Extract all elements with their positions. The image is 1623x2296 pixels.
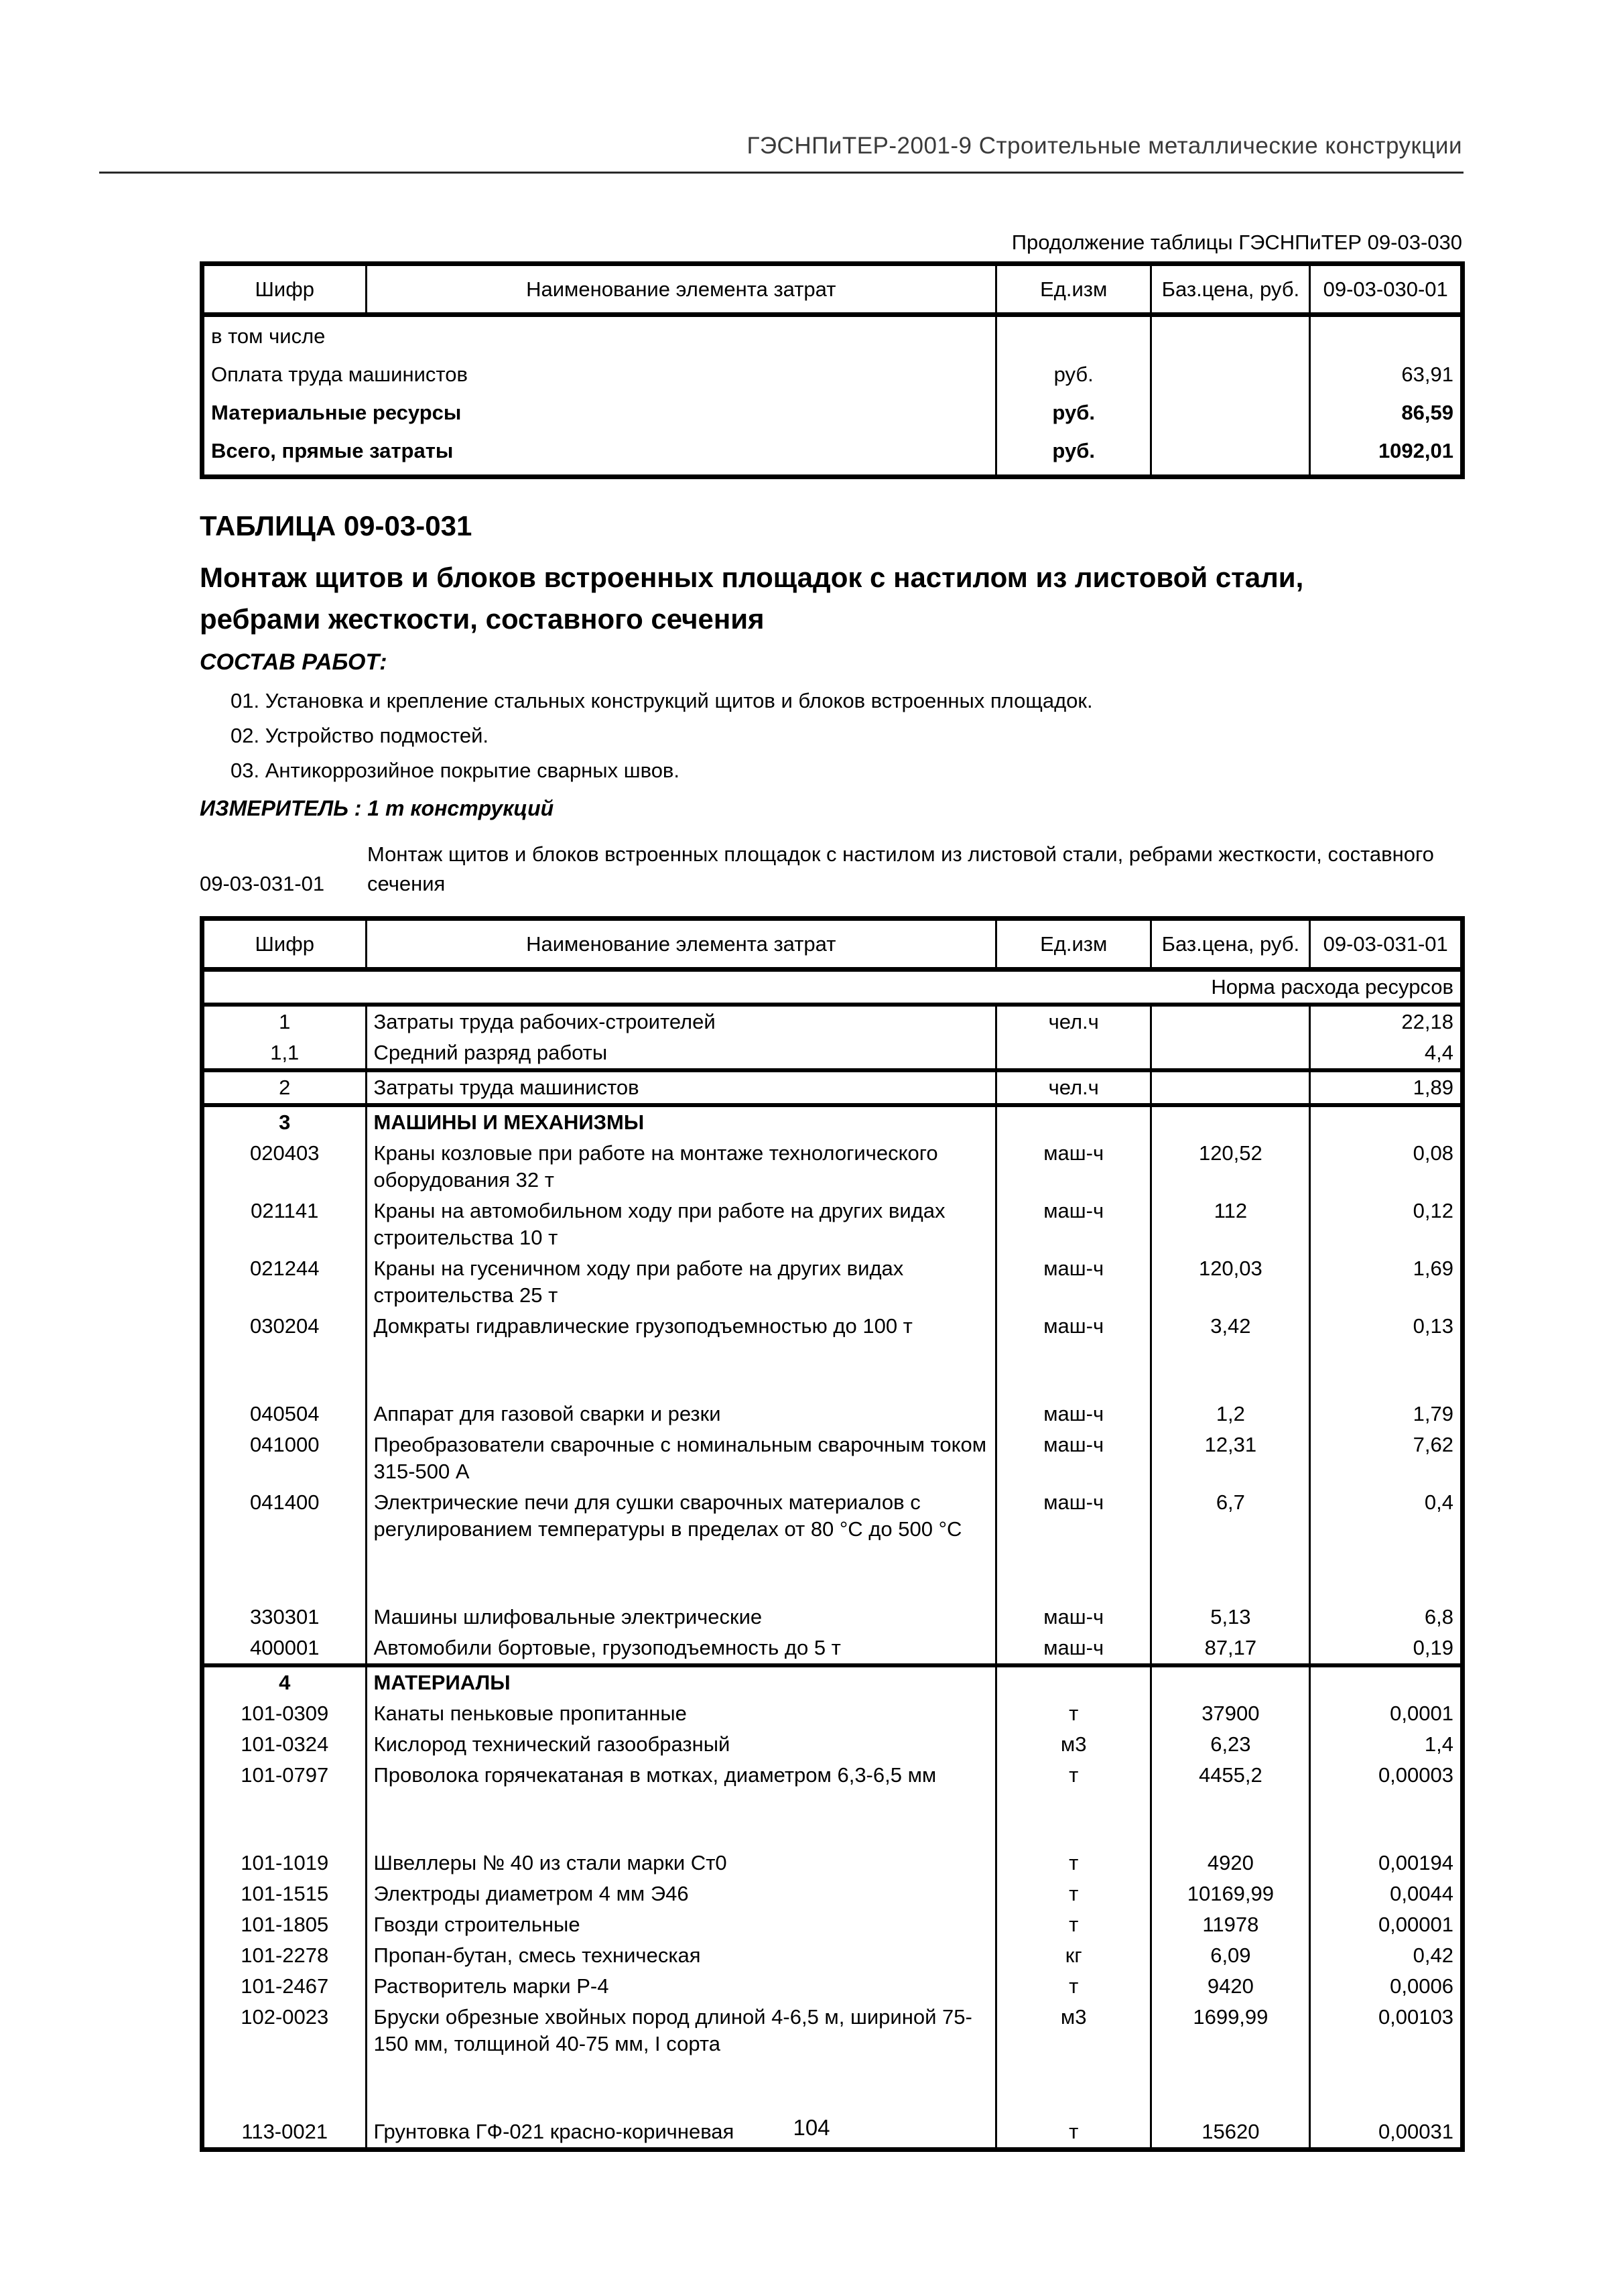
column-header-code: Шифр — [202, 919, 367, 970]
cell-name: Кислород технический газообразный — [366, 1729, 996, 1760]
cell-unit: т — [996, 1971, 1151, 2002]
cell-code: 041400 — [202, 1487, 367, 1602]
cell-name: Электроды диаметром 4 мм Э46 — [366, 1878, 996, 1909]
table-row — [202, 1429, 1463, 1487]
cell-price: 11978 — [1151, 1909, 1310, 1940]
cell-code: 101-2467 — [202, 1971, 367, 2002]
cell-name: Растворитель марки Р-4 — [366, 1971, 996, 2002]
cell-unit: чел.ч — [996, 1070, 1151, 1105]
table-030-body — [202, 315, 1463, 477]
column-header-code: Шифр — [202, 264, 367, 315]
table-row — [202, 1878, 1463, 1909]
cell-code: 020403 — [202, 1138, 367, 1196]
column-header-name: Наименование элемента затрат — [366, 919, 996, 970]
cell-unit: маш-ч — [996, 1487, 1151, 1602]
cell-value: 0,08 — [1310, 1138, 1463, 1196]
cell-unit: кг — [996, 1940, 1151, 1971]
works-list — [200, 684, 1465, 788]
cell-unit: маш-ч — [996, 1138, 1151, 1196]
cell-value: 0,12 — [1310, 1196, 1463, 1253]
cell-price — [1151, 1070, 1310, 1105]
cell-price — [1151, 1037, 1310, 1070]
cell-value: 0,00194 — [1310, 1848, 1463, 1878]
cell-price: 4455,2 — [1151, 1760, 1310, 1848]
cell-value: 22,18 — [1310, 1005, 1463, 1037]
cell-name: Домкраты гидравлические грузоподъемностью до 100 т — [366, 1311, 996, 1399]
cell-code: 041000 — [202, 1429, 367, 1487]
meter-label: ИЗМЕРИТЕЛЬ : 1 т конструкций — [200, 796, 554, 820]
cell-value: 1,89 — [1310, 1070, 1463, 1105]
column-header-unit: Ед.изм — [996, 919, 1151, 970]
table-row — [202, 1105, 1463, 1138]
cell-name: МАШИНЫ И МЕХАНИЗМЫ — [366, 1105, 996, 1138]
cell-name: Пропан-бутан, смесь техническая — [366, 1940, 996, 1971]
cell-code: 030204 — [202, 1311, 367, 1399]
cell-value: 86,59 — [1310, 393, 1463, 432]
cell-unit: т — [996, 1848, 1151, 1878]
table-row — [202, 1665, 1463, 1698]
cell-name: Краны козловые при работе на монтаже технологического оборудования 32 т — [366, 1138, 996, 1196]
cell-price: 120,03 — [1151, 1253, 1310, 1311]
cell-unit — [996, 1105, 1151, 1138]
cell-price — [1151, 432, 1310, 477]
table-row — [202, 1971, 1463, 2002]
cell-name: Гвозди строительные — [366, 1909, 996, 1940]
cell-value: 4,4 — [1310, 1037, 1463, 1070]
table-row — [202, 1253, 1463, 1311]
cell-price: 37900 — [1151, 1698, 1310, 1729]
cell-price — [1151, 1005, 1310, 1037]
cell-price — [1151, 315, 1310, 356]
cell-price — [1151, 1665, 1310, 1698]
cell-code: 3 — [202, 1105, 367, 1138]
cell-unit — [996, 1665, 1151, 1698]
cell-name: Машины шлифовальные электрические — [366, 1602, 996, 1633]
cell-unit: маш-ч — [996, 1399, 1151, 1429]
cell-unit: м3 — [996, 1729, 1151, 1760]
cell-price: 112 — [1151, 1196, 1310, 1253]
cell-code: 101-2278 — [202, 1940, 367, 1971]
norm-block — [200, 840, 1465, 899]
cell-value: 0,13 — [1310, 1311, 1463, 1399]
cell-value: 6,8 — [1310, 1602, 1463, 1633]
cell-unit: маш-ч — [996, 1311, 1151, 1399]
cell-name: Электрические печи для сушки сварочных материалов с регулированием температуры в пределах от 80 °С до 500 °С — [366, 1487, 996, 1602]
cell-name: Бруски обрезные хвойных пород длиной 4-6,5 м, шириной 75-150 мм, толщиной 40-75 мм, I сорта — [366, 2002, 996, 2116]
header-rule — [99, 172, 1464, 174]
cell-value: 0,0001 — [1310, 1698, 1463, 1729]
cell-name: Грунтовка ГФ-021 красно-коричневая — [366, 2116, 996, 2150]
cell-code: 1 — [202, 1005, 367, 1037]
table-row — [202, 1487, 1463, 1602]
table-row — [202, 1909, 1463, 1940]
column-header-norm: 09-03-030-01 — [1310, 264, 1463, 315]
cell-code: 1,1 — [202, 1037, 367, 1070]
table-row — [202, 355, 1463, 393]
table-row — [202, 432, 1463, 477]
table-031-norma — [202, 970, 1463, 1005]
table-030-caption: Продолжение таблицы ГЭСНПиТЕР 09-03-030 — [1011, 231, 1462, 254]
cell-value — [1310, 315, 1463, 356]
cell-code: 101-1019 — [202, 1848, 367, 1878]
cell-price — [1151, 1105, 1310, 1138]
cell-value: 0,00001 — [1310, 1909, 1463, 1940]
section-heading: ТАБЛИЦА 09-03-031 — [200, 510, 472, 541]
norm-row-label: Норма расхода ресурсов — [202, 970, 1463, 1005]
table-row — [202, 1196, 1463, 1253]
cell-name: Материальные ресурсы — [202, 393, 996, 432]
cell-name: Краны на гусеничном ходу при работе на других видах строительства 25 т — [366, 1253, 996, 1311]
table-031-header — [202, 919, 1463, 970]
cell-price: 4920 — [1151, 1848, 1310, 1878]
table-031-body — [202, 1005, 1463, 2150]
works-label: СОСТАВ РАБОТ: — [200, 649, 387, 675]
table-031 — [200, 916, 1465, 2152]
cell-unit: т — [996, 1698, 1151, 1729]
cell-unit: маш-ч — [996, 1602, 1151, 1633]
cell-value: 63,91 — [1310, 355, 1463, 393]
cell-value: 0,19 — [1310, 1633, 1463, 1665]
cell-value: 1,4 — [1310, 1729, 1463, 1760]
cell-price: 10169,99 — [1151, 1878, 1310, 1909]
cell-value: 0,00003 — [1310, 1760, 1463, 1848]
cell-price: 3,42 — [1151, 1311, 1310, 1399]
cell-name: Оплата труда машинистов — [202, 355, 996, 393]
cell-price — [1151, 355, 1310, 393]
cell-unit: руб. — [996, 393, 1151, 432]
table-header-row — [202, 264, 1463, 315]
cell-price: 1699,99 — [1151, 2002, 1310, 2116]
table-row — [202, 1399, 1463, 1429]
cell-price: 6,23 — [1151, 1729, 1310, 1760]
table-row — [202, 393, 1463, 432]
cell-unit: маш-ч — [996, 1429, 1151, 1487]
cell-price: 87,17 — [1151, 1633, 1310, 1665]
cell-code: 2 — [202, 1070, 367, 1105]
cell-unit — [996, 1037, 1151, 1070]
table-row — [202, 1311, 1463, 1399]
table-030-header — [202, 264, 1463, 315]
cell-code: 101-0797 — [202, 1760, 367, 1848]
work-item: 03. Антикоррозийное покрытие сварных швов. — [231, 759, 680, 782]
cell-value: 1092,01 — [1310, 432, 1463, 477]
cell-name: Проволока горячекатаная в мотках, диаметром 6,3-6,5 мм — [366, 1760, 996, 1848]
table-row — [202, 1729, 1463, 1760]
norm-code: 09-03-031-01 — [200, 872, 325, 895]
cell-code: 101-0309 — [202, 1698, 367, 1729]
cell-unit: чел.ч — [996, 1005, 1151, 1037]
cell-name: МАТЕРИАЛЫ — [366, 1665, 996, 1698]
cell-value: 0,4 — [1310, 1487, 1463, 1602]
cell-code: 101-1805 — [202, 1909, 367, 1940]
table-row — [202, 1070, 1463, 1105]
column-header-unit: Ед.изм — [996, 264, 1151, 315]
column-header-price: Баз.цена, руб. — [1151, 919, 1310, 970]
table-030 — [200, 261, 1465, 479]
cell-unit: т — [996, 1909, 1151, 1940]
cell-value: 0,0006 — [1310, 1971, 1463, 2002]
table-row — [202, 1138, 1463, 1196]
cell-unit: м3 — [996, 2002, 1151, 2116]
cell-unit: маш-ч — [996, 1633, 1151, 1665]
cell-price — [1151, 393, 1310, 432]
column-header-name: Наименование элемента затрат — [366, 264, 996, 315]
cell-unit: т — [996, 1760, 1151, 1848]
table-row — [202, 1633, 1463, 1665]
cell-price: 6,09 — [1151, 1940, 1310, 1971]
cell-name: Автомобили бортовые, грузоподъемность до 5 т — [366, 1633, 996, 1665]
cell-unit: маш-ч — [996, 1196, 1151, 1253]
table-row — [202, 1698, 1463, 1729]
cell-name: Швеллеры № 40 из стали марки Ст0 — [366, 1848, 996, 1878]
table-row — [202, 1760, 1463, 1848]
cell-unit — [996, 315, 1151, 356]
cell-code: 021244 — [202, 1253, 367, 1311]
cell-value: 1,79 — [1310, 1399, 1463, 1429]
cell-name: Затраты труда рабочих-строителей — [366, 1005, 996, 1037]
cell-value: 0,00031 — [1310, 2116, 1463, 2150]
section-title: Монтаж щитов и блоков встроенных площадок с настилом из листовой стали, ребрами жесткости, составного сечения — [200, 562, 1304, 635]
work-item: 01. Установка и крепление стальных конструкций щитов и блоков встроенных площадок. — [231, 689, 1093, 712]
running-header: ГЭСНПиТЕР-2001-9 Строительные металлические конструкции — [746, 133, 1462, 159]
cell-unit: маш-ч — [996, 1253, 1151, 1311]
table-header-row — [202, 919, 1463, 970]
work-item: 02. Устройство подмостей. — [231, 724, 489, 747]
norm-row — [202, 970, 1463, 1005]
page-number: 104 — [793, 2115, 830, 2140]
column-header-norm: 09-03-031-01 — [1310, 919, 1463, 970]
cell-name: Преобразователи сварочные с номинальным сварочным током 315-500 А — [366, 1429, 996, 1487]
cell-code: 102-0023 — [202, 2002, 367, 2116]
cell-value — [1310, 1105, 1463, 1138]
cell-name: в том числе — [202, 315, 996, 356]
cell-value — [1310, 1665, 1463, 1698]
norm-description: Монтаж щитов и блоков встроенных площадок с настилом из листовой стали, ребрами жесткости, составного сечения — [367, 842, 1434, 895]
cell-name: Затраты труда машинистов — [366, 1070, 996, 1105]
cell-name: Аппарат для газовой сварки и резки — [366, 1399, 996, 1429]
cell-value: 7,62 — [1310, 1429, 1463, 1487]
cell-code: 101-0324 — [202, 1729, 367, 1760]
cell-unit: руб. — [996, 355, 1151, 393]
cell-name: Всего, прямые затраты — [202, 432, 996, 477]
cell-unit: т — [996, 2116, 1151, 2150]
table-row — [202, 1602, 1463, 1633]
table-row — [202, 2002, 1463, 2116]
cell-price: 120,52 — [1151, 1138, 1310, 1196]
cell-price: 5,13 — [1151, 1602, 1310, 1633]
cell-code: 4 — [202, 1665, 367, 1698]
cell-name: Канаты пеньковые пропитанные — [366, 1698, 996, 1729]
table-row — [202, 1848, 1463, 1878]
cell-value: 0,42 — [1310, 1940, 1463, 1971]
column-header-price: Баз.цена, руб. — [1151, 264, 1310, 315]
table-row — [202, 1005, 1463, 1037]
page-content — [200, 231, 1465, 2152]
cell-price: 9420 — [1151, 1971, 1310, 2002]
table-row — [202, 1940, 1463, 1971]
cell-name: Краны на автомобильном ходу при работе на других видах строительства 10 т — [366, 1196, 996, 1253]
cell-code: 101-1515 — [202, 1878, 367, 1909]
cell-value: 0,0044 — [1310, 1878, 1463, 1909]
cell-code: 330301 — [202, 1602, 367, 1633]
table-row — [202, 1037, 1463, 1070]
cell-price: 15620 — [1151, 2116, 1310, 2150]
cell-unit: руб. — [996, 432, 1151, 477]
cell-name: Средний разряд работы — [366, 1037, 996, 1070]
cell-code: 400001 — [202, 1633, 367, 1665]
cell-code: 113-0021 — [202, 2116, 367, 2150]
cell-price: 12,31 — [1151, 1429, 1310, 1487]
cell-unit: т — [996, 1878, 1151, 1909]
cell-value: 0,00103 — [1310, 2002, 1463, 2116]
cell-code: 021141 — [202, 1196, 367, 1253]
cell-value: 1,69 — [1310, 1253, 1463, 1311]
cell-price: 6,7 — [1151, 1487, 1310, 1602]
cell-price: 1,2 — [1151, 1399, 1310, 1429]
cell-code: 040504 — [202, 1399, 367, 1429]
table-row — [202, 315, 1463, 356]
